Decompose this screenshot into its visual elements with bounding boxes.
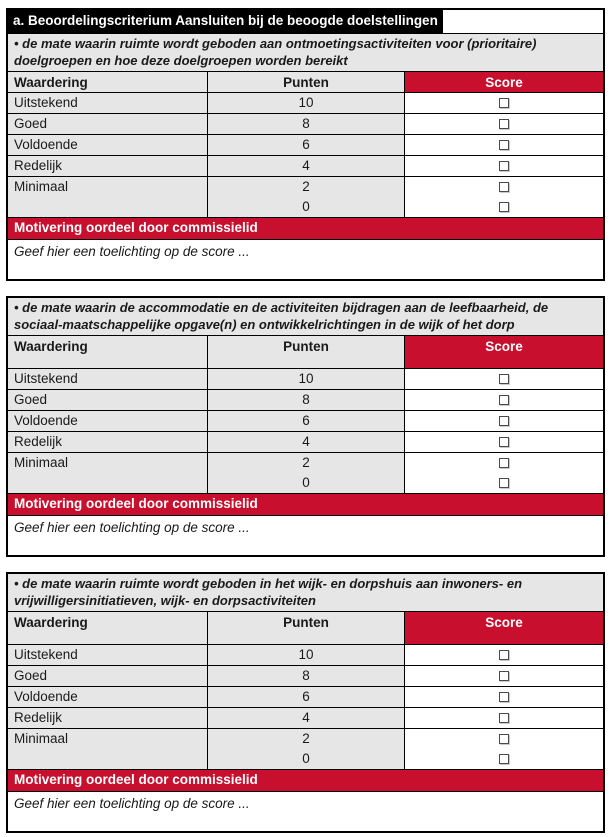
rating-row-goed	[8, 113, 603, 134]
score-checkbox[interactable]	[499, 202, 509, 212]
rating-points: 8	[207, 390, 404, 410]
rating-label: Minimaal	[8, 729, 207, 769]
rating-label: Redelijk	[8, 432, 207, 452]
score-checkbox[interactable]	[499, 713, 509, 723]
rating-label: Redelijk	[8, 156, 207, 176]
table-header-row	[8, 335, 603, 368]
score-cell	[404, 390, 603, 410]
rating-label: Uitstekend	[8, 645, 207, 665]
toelichting-placeholder[interactable]: Geef hier een toelichting op de score ...	[8, 516, 603, 555]
section-title: a. Beoordelingscriterium Aansluiten bij de beoogde doelstellingen	[8, 10, 443, 33]
rating-points	[207, 453, 404, 493]
rating-label: Uitstekend	[8, 93, 207, 113]
score-checkbox[interactable]	[499, 98, 509, 108]
score-cell	[404, 156, 603, 176]
score-cell	[404, 645, 603, 665]
score-cell	[404, 114, 603, 134]
rating-row-redelijk	[8, 707, 603, 728]
score-checkbox[interactable]	[499, 416, 509, 426]
criterion-text-2: • de mate waarin de accommodatie en de activiteiten bijdragen aan de leefbaarheid, de sociaal-maatschappelijke opgave(n) en ontwikkelrichtingen in de wijk of het dorp	[8, 298, 603, 335]
criterion-text-3: • de mate waarin ruimte wordt geboden in het wijk- en dorpshuis aan inwoners- en vrijwilligersinitiatieven, wijk- en dorpsactiviteiten	[8, 574, 603, 611]
rating-row-voldoende	[8, 134, 603, 155]
rating-label: Voldoende	[8, 135, 207, 155]
rating-points: 4	[207, 156, 404, 176]
score-checkbox[interactable]	[499, 671, 509, 681]
score-cell	[404, 453, 603, 493]
rating-row-goed	[8, 665, 603, 686]
score-cell	[404, 708, 603, 728]
rating-row-minimaal	[8, 728, 603, 769]
score-cell	[404, 93, 603, 113]
points-top: 2	[302, 455, 310, 470]
rating-row-goed	[8, 389, 603, 410]
col-header-waardering: Waardering	[8, 72, 207, 92]
rating-label: Uitstekend	[8, 369, 207, 389]
rating-points: 10	[207, 93, 404, 113]
score-checkbox[interactable]	[499, 395, 509, 405]
rating-row-voldoende	[8, 686, 603, 707]
criterion-text-1: • de mate waarin ruimte wordt geboden aan ontmoetingsactiviteiten voor (prioritaire) doelgroepen en hoe deze doelgroepen worden bereikt	[8, 34, 603, 71]
rating-points: 6	[207, 135, 404, 155]
rating-points: 8	[207, 666, 404, 686]
col-header-waardering: Waardering	[8, 612, 207, 644]
rating-points: 4	[207, 708, 404, 728]
score-cell	[404, 729, 603, 769]
criterion-table-3	[6, 572, 605, 833]
score-cell	[404, 135, 603, 155]
score-cell	[404, 666, 603, 686]
score-checkbox[interactable]	[499, 140, 509, 150]
score-checkbox[interactable]	[499, 734, 509, 744]
rating-row-uitstekend	[8, 92, 603, 113]
points-bottom: 0	[302, 475, 310, 490]
score-checkbox[interactable]	[499, 692, 509, 702]
col-header-score: Score	[404, 72, 603, 92]
rating-label: Goed	[8, 114, 207, 134]
rating-label: Minimaal	[8, 453, 207, 493]
motivering-header: Motivering oordeel door commissielid	[8, 218, 603, 239]
score-cell	[404, 432, 603, 452]
rating-row-minimaal	[8, 176, 603, 217]
motivering-header: Motivering oordeel door commissielid	[8, 494, 603, 515]
rating-label: Voldoende	[8, 411, 207, 431]
rating-label: Goed	[8, 390, 207, 410]
score-checkbox[interactable]	[499, 458, 509, 468]
points-bottom: 0	[302, 199, 310, 214]
rating-points: 6	[207, 687, 404, 707]
rating-row-minimaal	[8, 452, 603, 493]
col-header-score: Score	[404, 336, 603, 368]
table-header-row	[8, 611, 603, 644]
score-cell	[404, 177, 603, 217]
rating-points: 10	[207, 645, 404, 665]
rating-points: 4	[207, 432, 404, 452]
table-header-row	[8, 71, 603, 92]
rating-label: Voldoende	[8, 687, 207, 707]
col-header-punten: Punten	[207, 72, 404, 92]
col-header-score: Score	[404, 612, 603, 644]
rating-row-redelijk	[8, 155, 603, 176]
rating-row-uitstekend	[8, 644, 603, 665]
rating-points: 8	[207, 114, 404, 134]
score-checkbox[interactable]	[499, 161, 509, 171]
rating-row-uitstekend	[8, 368, 603, 389]
score-checkbox[interactable]	[499, 182, 509, 192]
col-header-punten: Punten	[207, 336, 404, 368]
rating-label: Goed	[8, 666, 207, 686]
rating-label: Redelijk	[8, 708, 207, 728]
motivering-header: Motivering oordeel door commissielid	[8, 770, 603, 791]
rating-points	[207, 729, 404, 769]
rating-points: 10	[207, 369, 404, 389]
points-top: 2	[302, 731, 310, 746]
score-checkbox[interactable]	[499, 650, 509, 660]
col-header-punten: Punten	[207, 612, 404, 644]
rating-row-redelijk	[8, 431, 603, 452]
toelichting-placeholder[interactable]: Geef hier een toelichting op de score ...	[8, 240, 603, 279]
rating-row-voldoende	[8, 410, 603, 431]
rating-label: Minimaal	[8, 177, 207, 217]
score-checkbox[interactable]	[499, 437, 509, 447]
col-header-waardering: Waardering	[8, 336, 207, 368]
rating-points	[207, 177, 404, 217]
points-bottom: 0	[302, 751, 310, 766]
score-checkbox[interactable]	[499, 119, 509, 129]
criterion-table-1	[6, 8, 605, 281]
score-checkbox[interactable]	[499, 754, 509, 764]
rating-points: 6	[207, 411, 404, 431]
toelichting-placeholder[interactable]: Geef hier een toelichting op de score ...	[8, 792, 603, 831]
score-checkbox[interactable]	[499, 374, 509, 384]
score-cell	[404, 369, 603, 389]
criterion-table-2	[6, 296, 605, 557]
score-checkbox[interactable]	[499, 478, 509, 488]
points-top: 2	[302, 179, 310, 194]
score-cell	[404, 687, 603, 707]
score-cell	[404, 411, 603, 431]
